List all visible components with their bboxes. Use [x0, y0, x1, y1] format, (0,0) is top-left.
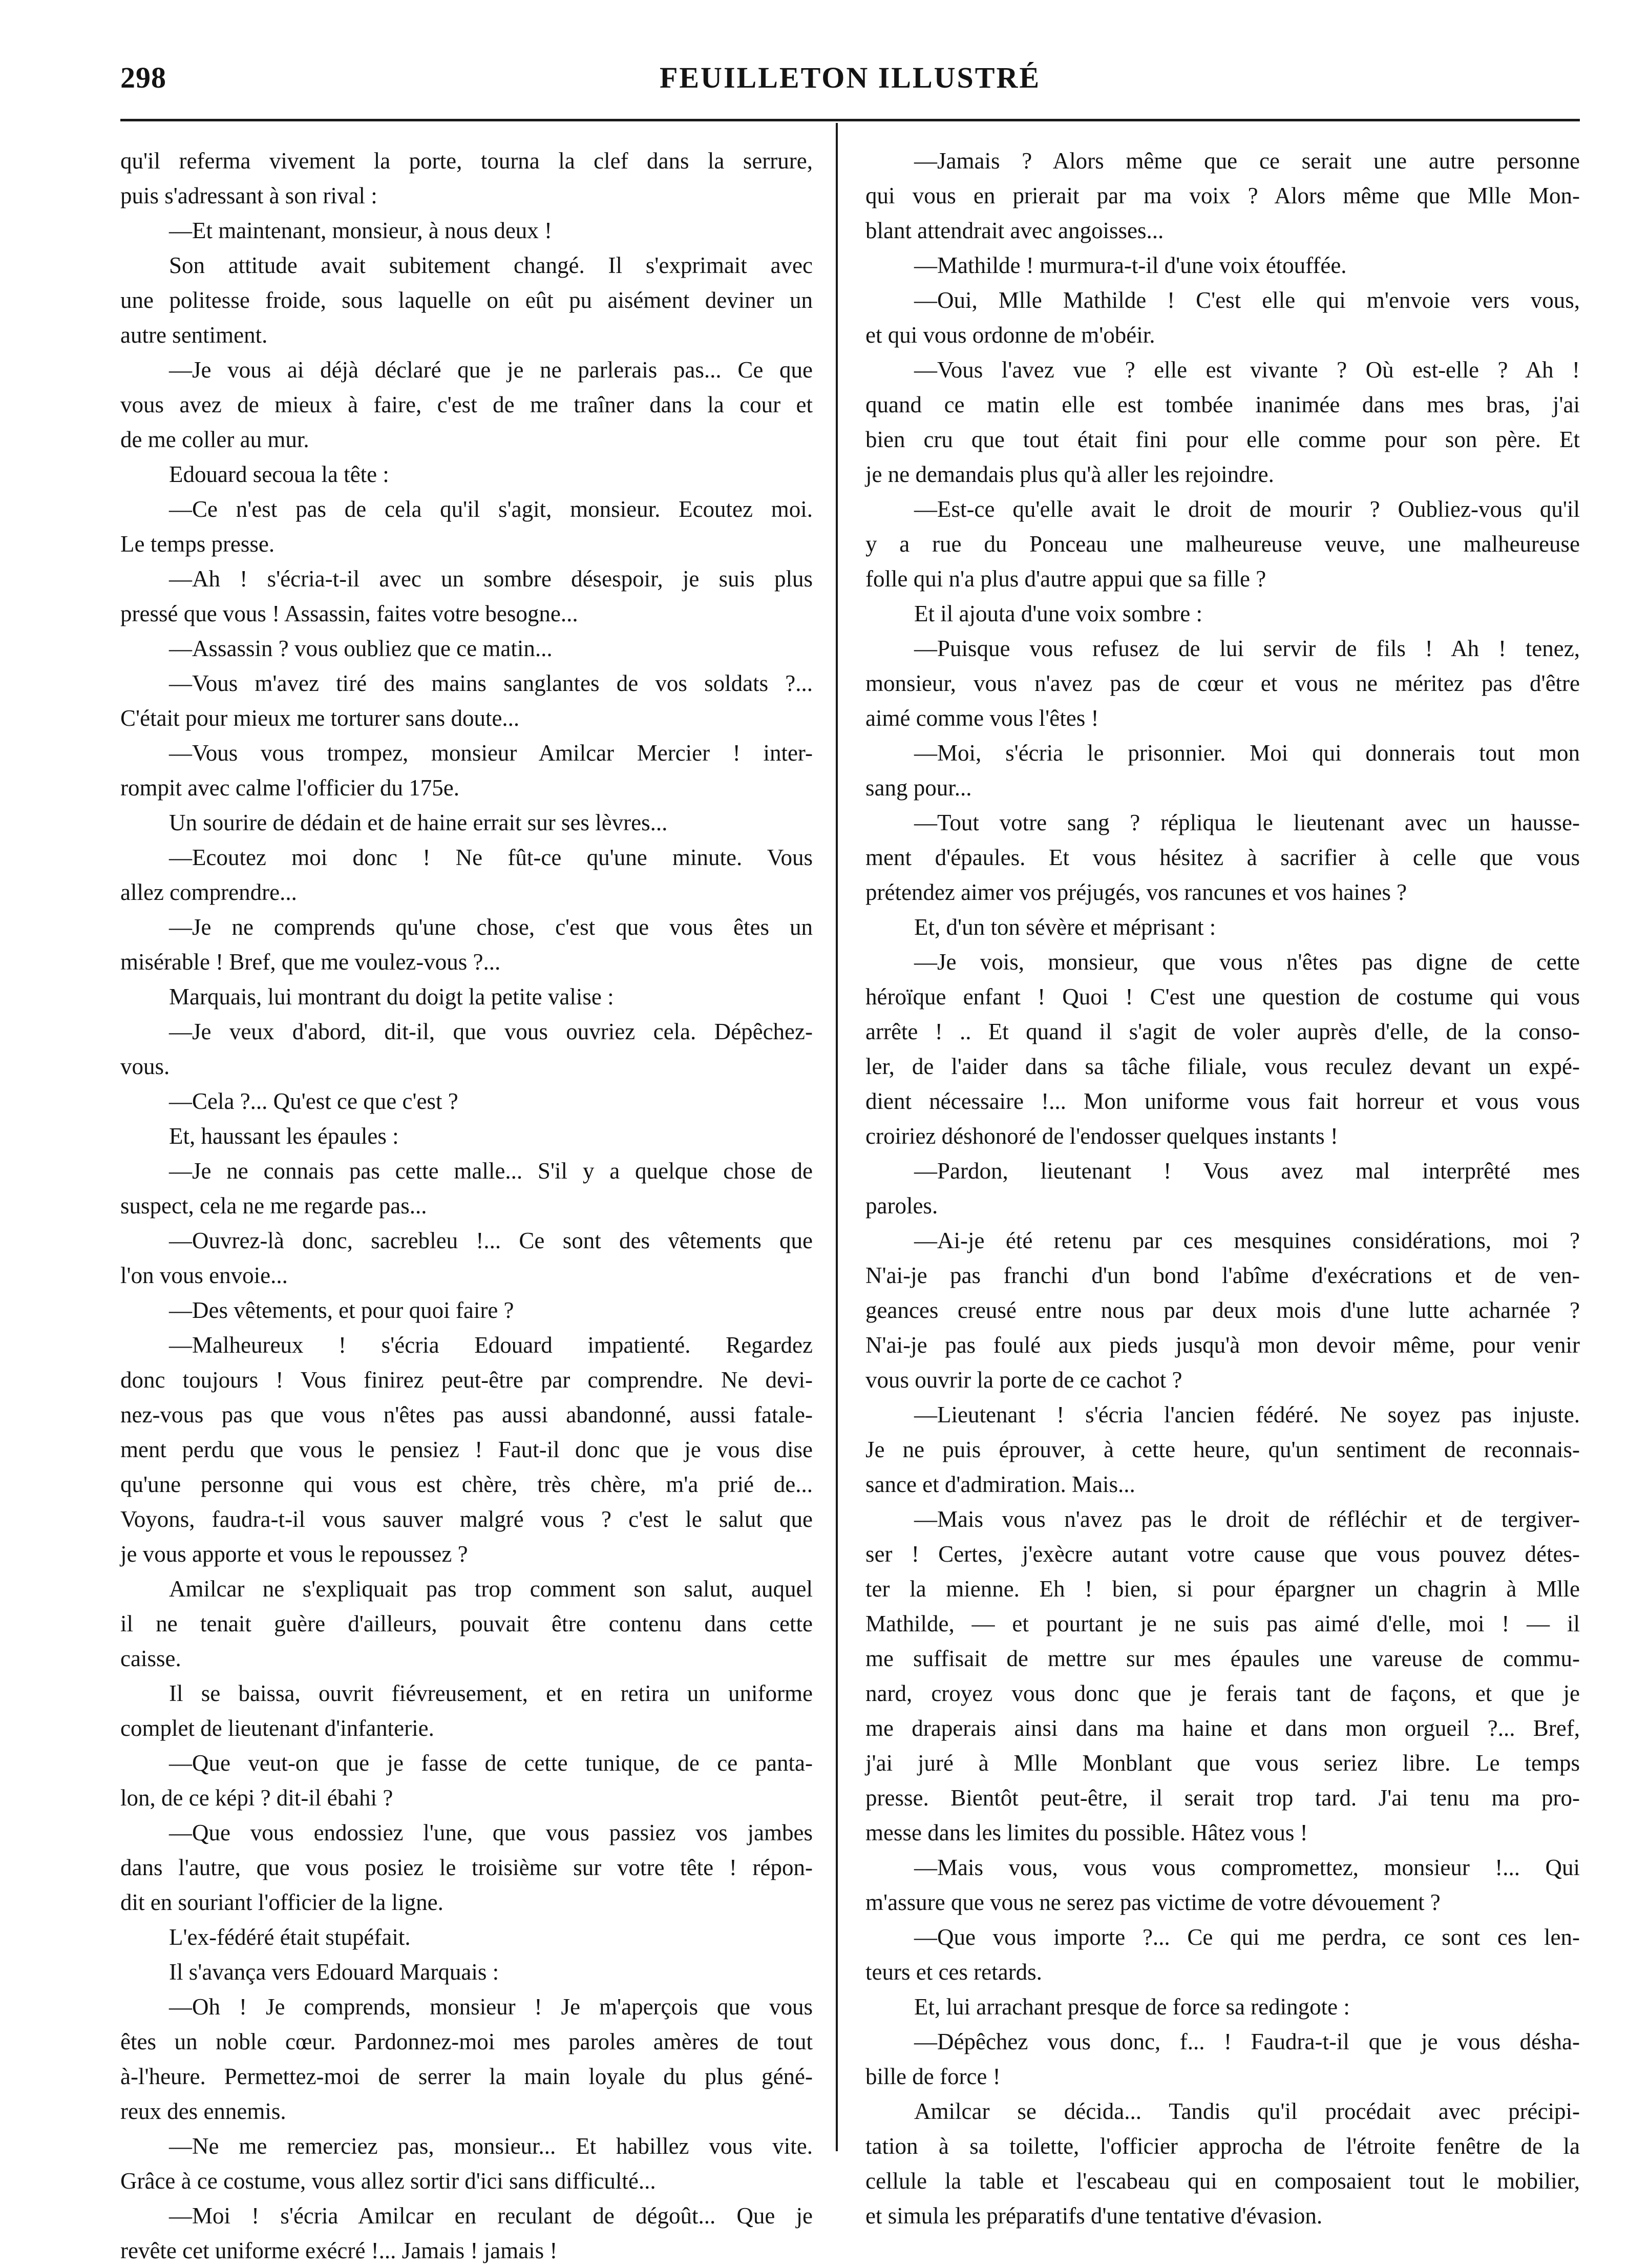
- text-line: sance et d'admiration. Mais...: [865, 1472, 1135, 1497]
- text-line: qu'une personne qui vous est chère, très chère, m'a prié de...: [120, 1472, 813, 1497]
- text-line: messe dans les limites du possible. Hâtez vous !: [865, 1820, 1308, 1845]
- text-line: vous avez de mieux à faire, c'est de me traîner dans la cour et: [120, 392, 813, 417]
- text-line: folle qui n'a plus d'autre appui que sa fille ?: [865, 566, 1266, 592]
- text-line: ser ! Certes, j'exècre autant votre cause que vous pouvez détes-: [865, 1541, 1580, 1567]
- text-line: Il s'avança vers Edouard Marquais :: [169, 1959, 499, 1985]
- text-line: —Ce n'est pas de cela qu'il s'agit, monsieur. Ecoutez moi.: [169, 496, 813, 522]
- text-line: Et, haussant les épaules :: [169, 1123, 399, 1149]
- text-line: de me coller au mur.: [120, 427, 309, 452]
- text-line: revête cet uniforme exécré !... Jamais ! jamais !: [120, 2238, 558, 2263]
- text-line: —Vous vous trompez, monsieur Amilcar Mercier ! inter-: [169, 740, 813, 766]
- text-line: dit en souriant l'officier de la ligne.: [120, 1889, 443, 1915]
- running-title: FEUILLETON ILLUSTRÉ: [659, 61, 1041, 94]
- text-line: lon, de ce képi ? dit-il ébahi ?: [120, 1785, 393, 1811]
- text-line: reux des ennemis.: [120, 2098, 286, 2124]
- text-line: Je ne puis éprouver, à cette heure, qu'un sentiment de reconnais-: [865, 1437, 1580, 1462]
- text-line: —Je ne comprends qu'une chose, c'est que vous êtes un: [169, 914, 813, 940]
- text-line: je ne demandais plus qu'à aller les rejoindre.: [865, 461, 1274, 487]
- page-header: [120, 60, 1580, 107]
- text-line: complet de lieutenant d'infanterie.: [120, 1715, 434, 1741]
- left-column: [120, 143, 813, 2268]
- text-line: —Jamais ? Alors même que ce serait une autre personne: [914, 148, 1580, 174]
- text-line: une politesse froide, sous laquelle on eût pu aisément deviner un: [120, 287, 813, 313]
- text-line: —Dépêchez vous donc, f... ! Faudra-t-il que je vous désha-: [914, 2029, 1580, 2054]
- text-line: nard, croyez vous donc que je ferais tant de façons, et que je: [865, 1681, 1580, 1706]
- text-line: blant attendrait avec angoisses...: [865, 218, 1164, 243]
- text-line: qui vous en prierait par ma voix ? Alors même que Mlle Mon-: [865, 183, 1580, 208]
- text-line: Voyons, faudra-t-il vous sauver malgré vous ? c'est le salut que: [120, 1506, 813, 1532]
- column-divider: [836, 123, 838, 2151]
- text-line: —Cela ?... Qu'est ce que c'est ?: [169, 1088, 458, 1114]
- text-line: teurs et ces retards.: [865, 1959, 1042, 1985]
- text-line: cellule la table et l'escabeau qui en composaient tout le mobilier,: [865, 2168, 1580, 2194]
- text-line: l'on vous envoie...: [120, 1263, 288, 1288]
- text-line: tation à sa toilette, l'officier approcha de l'étroite fenêtre de la: [865, 2133, 1580, 2159]
- text-line: —Ouvrez-là donc, sacrebleu !... Ce sont des vêtements que: [169, 1228, 813, 1253]
- text-line: —Malheureux ! s'écria Edouard impatienté. Regardez: [169, 1332, 813, 1358]
- text-line: arrête ! .. Et quand il s'agit de voler auprès d'elle, de la conso-: [865, 1019, 1580, 1044]
- text-line: —Des vêtements, et pour quoi faire ?: [169, 1297, 514, 1323]
- text-line: me suffisait de mettre sur mes épaules une vareuse de commu-: [865, 1646, 1580, 1671]
- text-line: C'était pour mieux me torturer sans doute...: [120, 705, 520, 731]
- text-line: Et il ajouta d'une voix sombre :: [914, 601, 1203, 626]
- text-line: ment d'épaules. Et vous hésitez à sacrifier à celle que vous: [865, 845, 1580, 870]
- text-line: Et, lui arrachant presque de force sa redingote :: [914, 1994, 1350, 2020]
- text-line: bien cru que tout était fini pour elle comme pour son père. Et: [865, 427, 1580, 452]
- text-line: paroles.: [865, 1193, 938, 1219]
- text-line: —Puisque vous refusez de lui servir de fils ! Ah ! tenez,: [914, 636, 1580, 661]
- text-line: bille de force !: [865, 2064, 1001, 2089]
- text-line: Amilcar ne s'expliquait pas trop comment son salut, auquel: [169, 1576, 813, 1602]
- text-line: il ne tenait guère d'ailleurs, pouvait être contenu dans cette: [120, 1611, 813, 1636]
- text-line: ter la mienne. Eh ! bien, si pour épargner un chagrin à Mlle: [865, 1576, 1580, 1602]
- text-line: rompit avec calme l'officier du 175e.: [120, 775, 460, 801]
- text-line: j'ai juré à Mlle Monblant que vous seriez libre. Le temps: [865, 1750, 1580, 1776]
- text-line: me draperais ainsi dans ma haine et dans mon orgueil ?... Bref,: [865, 1715, 1580, 1741]
- text-line: —Assassin ? vous oubliez que ce matin...: [169, 636, 553, 661]
- text-line: monsieur, vous n'avez pas de cœur et vous ne méritez pas d'être: [865, 670, 1580, 696]
- text-line: pressé que vous ! Assassin, faites votre besogne...: [120, 601, 578, 626]
- text-line: Il se baissa, ouvrit fiévreusement, et en retira un uniforme: [169, 1681, 813, 1706]
- text-line: —Tout votre sang ? répliqua le lieutenant avec un hausse-: [914, 810, 1580, 835]
- text-line: —Je ne connais pas cette malle... S'il y a quelque chose de: [169, 1158, 813, 1184]
- text-line: —Ecoutez moi donc ! Ne fût-ce qu'une minute. Vous: [169, 845, 813, 870]
- text-line: allez comprendre...: [120, 879, 297, 905]
- text-line: Son attitude avait subitement changé. Il s'exprimait avec: [169, 253, 813, 278]
- text-line: et simula les préparatifs d'une tentative d'évasion.: [865, 2203, 1323, 2229]
- text-line: —Ai-je été retenu par ces mesquines considérations, moi ?: [914, 1228, 1580, 1253]
- text-line: donc toujours ! Vous finirez peut-être par comprendre. Ne devi-: [120, 1367, 813, 1393]
- text-line: vous ouvrir la porte de ce cachot ?: [865, 1367, 1182, 1393]
- text-line: misérable ! Bref, que me voulez-vous ?...: [120, 949, 501, 975]
- text-line: N'ai-je pas foulé aux pieds jusqu'à mon devoir même, pour venir: [865, 1332, 1580, 1358]
- text-line: —Je veux d'abord, dit-il, que vous ouvriez cela. Dépêchez-: [169, 1019, 813, 1044]
- text-line: —Que vous endossiez l'une, que vous passiez vos jambes: [169, 1820, 813, 1845]
- text-line: nez-vous pas que vous n'êtes pas aussi abandonné, aussi fatale-: [120, 1402, 813, 1427]
- text-line: vous.: [120, 1054, 170, 1079]
- text-line: y a rue du Ponceau une malheureuse veuve, une malheureuse: [865, 531, 1580, 557]
- text-line: dient nécessaire !... Mon uniforme vous fait horreur et vous vous: [865, 1088, 1580, 1114]
- text-line: —Vous l'avez vue ? elle est vivante ? Où est-elle ? Ah !: [914, 357, 1580, 383]
- text-line: —Je vois, monsieur, que vous n'êtes pas digne de cette: [914, 949, 1580, 975]
- text-line: Un sourire de dédain et de haine errait sur ses lèvres...: [169, 810, 668, 835]
- text-line: —Que veut-on que je fasse de cette tunique, de ce panta-: [169, 1750, 813, 1776]
- text-line: êtes un noble cœur. Pardonnez-moi mes paroles amères de tout: [120, 2029, 813, 2054]
- text-line: —Oh ! Je comprends, monsieur ! Je m'aperçois que vous: [169, 1994, 813, 2020]
- text-line: et qui vous ordonne de m'obéir.: [865, 322, 1155, 348]
- text-line: —Oui, Mlle Mathilde ! C'est elle qui m'envoie vers vous,: [914, 287, 1580, 313]
- text-line: Le temps presse.: [120, 531, 275, 557]
- text-line: autre sentiment.: [120, 322, 268, 348]
- text-line: —Mais vous n'avez pas le droit de réfléchir et de tergiver-: [914, 1506, 1580, 1532]
- text-line: ler, de l'aider dans sa tâche filiale, vous reculez devant un expé-: [865, 1054, 1580, 1079]
- text-line: —Pardon, lieutenant ! Vous avez mal interprêté mes: [914, 1158, 1580, 1184]
- text-line: prétendez aimer vos préjugés, vos rancunes et vos haines ?: [865, 879, 1407, 905]
- text-line: Grâce à ce costume, vous allez sortir d'ici sans difficulté...: [120, 2168, 656, 2194]
- text-line: —Ah ! s'écria-t-il avec un sombre désespoir, je suis plus: [169, 566, 813, 592]
- text-line: héroïque enfant ! Quoi ! C'est une question de costume qui vous: [865, 984, 1580, 1010]
- text-line: Marquais, lui montrant du doigt la petite valise :: [169, 984, 614, 1010]
- text-line: —Mathilde ! murmura-t-il d'une voix étouffée.: [914, 253, 1347, 278]
- text-line: —Moi, s'écria le prisonnier. Moi qui donnerais tout mon: [914, 740, 1580, 766]
- text-line: je vous apporte et vous le repoussez ?: [120, 1541, 468, 1567]
- text-line: geances creusé entre nous par deux mois d'une lutte acharnée ?: [865, 1297, 1580, 1323]
- text-line: qu'il referma vivement la porte, tourna la clef dans la serrure,: [120, 148, 813, 174]
- text-line: L'ex-fédéré était stupéfait.: [169, 1924, 411, 1950]
- text-line: quand ce matin elle est tombée inanimée dans mes bras, j'ai: [865, 392, 1580, 417]
- text-line: Edouard secoua la tête :: [169, 461, 389, 487]
- text-line: sang pour...: [865, 775, 972, 801]
- text-line: —Mais vous, vous vous compromettez, monsieur !... Qui: [914, 1855, 1580, 1880]
- text-line: —Que vous importe ?... Ce qui me perdra, ce sont ces len-: [914, 1924, 1580, 1950]
- text-line: —Et maintenant, monsieur, à nous deux !: [169, 218, 553, 243]
- text-line: —Est-ce qu'elle avait le droit de mourir ? Oubliez-vous qu'il: [914, 496, 1580, 522]
- page-number: 298: [120, 61, 166, 94]
- header-rule: [120, 119, 1580, 121]
- text-line: —Moi ! s'écria Amilcar en reculant de dégoût... Que je: [169, 2203, 813, 2229]
- text-line: Et, d'un ton sévère et méprisant :: [914, 914, 1216, 940]
- text-line: Mathilde, — et pourtant je ne suis pas aimé d'elle, moi ! — il: [865, 1611, 1580, 1636]
- text-line: ment perdu que vous le pensiez ! Faut-il donc que je vous dise: [120, 1437, 813, 1462]
- text-line: suspect, cela ne me regarde pas...: [120, 1193, 427, 1219]
- text-line: Amilcar se décida... Tandis qu'il procédait avec précipi-: [914, 2098, 1580, 2124]
- text-line: aimé comme vous l'êtes !: [865, 705, 1099, 731]
- text-line: —Vous m'avez tiré des mains sanglantes de vos soldats ?...: [169, 670, 813, 696]
- text-line: presse. Bientôt peut-être, il serait trop tard. J'ai tenu ma pro-: [865, 1785, 1580, 1811]
- text-line: à-l'heure. Permettez-moi de serrer la main loyale du plus géné-: [120, 2064, 813, 2089]
- text-line: croiriez déshonoré de l'endosser quelques instants !: [865, 1123, 1338, 1149]
- text-line: —Ne me remerciez pas, monsieur... Et habillez vous vite.: [169, 2133, 813, 2159]
- text-line: dans l'autre, que vous posiez le troisième sur votre tête ! répon-: [120, 1855, 813, 1880]
- right-column: [865, 143, 1580, 2233]
- text-line: m'assure que vous ne serez pas victime de votre dévouement ?: [865, 1889, 1441, 1915]
- text-line: caisse.: [120, 1646, 181, 1671]
- text-line: N'ai-je pas franchi d'un bond l'abîme d'exécrations et de ven-: [865, 1263, 1580, 1288]
- text-line: puis s'adressant à son rival :: [120, 183, 377, 208]
- text-line: —Lieutenant ! s'écria l'ancien fédéré. Ne soyez pas injuste.: [914, 1402, 1580, 1427]
- text-line: —Je vous ai déjà déclaré que je ne parlerais pas... Ce que: [169, 357, 813, 383]
